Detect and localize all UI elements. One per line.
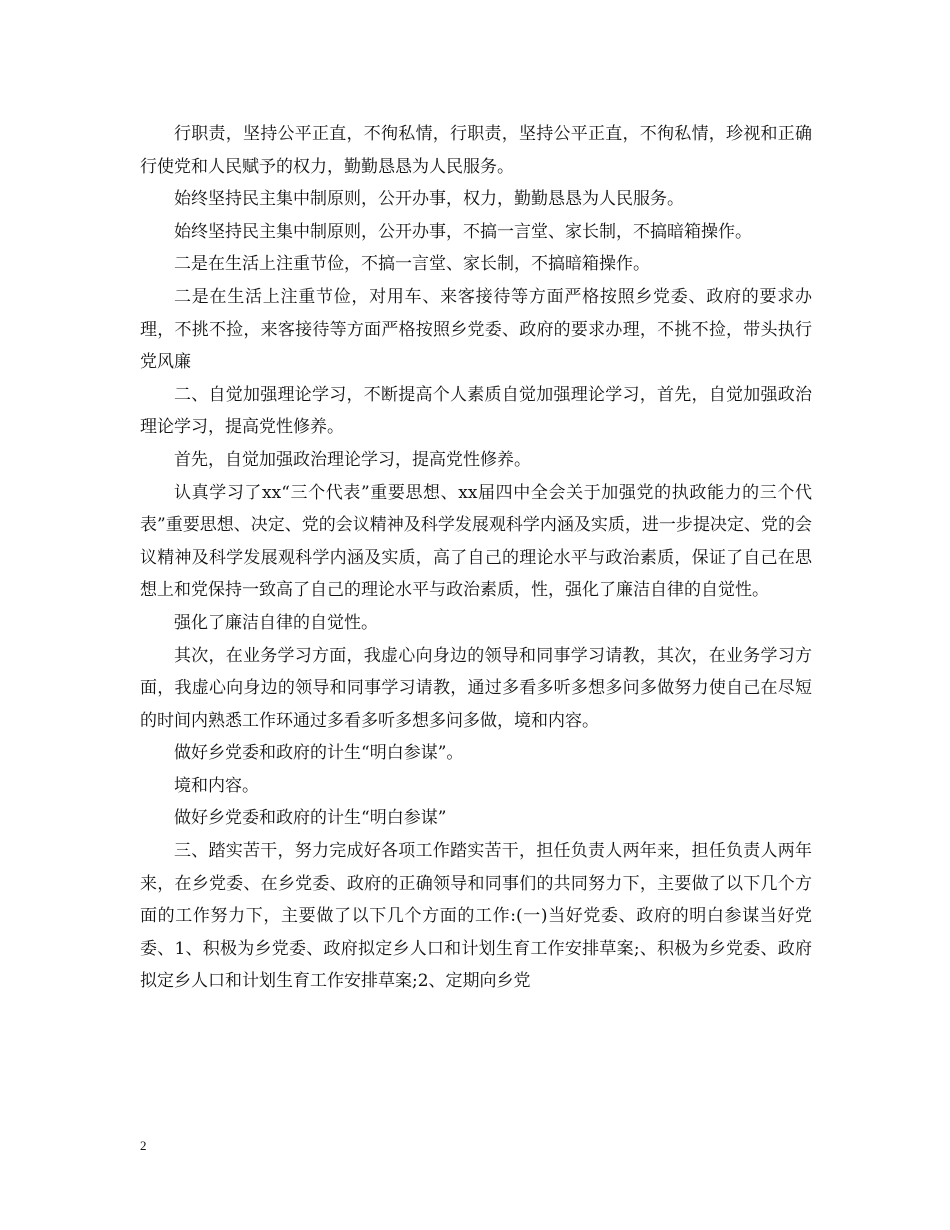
page-number: 2	[140, 1138, 147, 1153]
paragraph: 始终坚持民主集中制原则，公开办事，权力，勤勤恳恳为人民服务。	[174, 189, 684, 210]
paragraph: 二是在生活上注重节俭，不搞一言堂、家长制，不搞暗箱操作。	[174, 254, 650, 275]
paragraph: 其次，在业务学习方面，我虚心向身边的领导和同事学习请教，其次，在业务学习方面，我虚心向身边的领导和同事学习请教，通过多看多听多想多问多做努力使自己在尽短的时间内熟悉工作环通过多看多听多想多问多做，境和内容。	[140, 645, 812, 731]
paragraph: 做好乡党委和政府的计生“明白参谋”	[174, 808, 447, 829]
paragraph: 首先，自觉加强政治理论学习，提高党性修养。	[174, 449, 531, 470]
paragraph: 境和内容。	[174, 775, 259, 796]
paragraph: 认真学习了xx“三个代表”重要思想、xx届四中全会关于加强党的执政能力的三个代表”重要思想、决定、党的会议精神及科学发展观科学内涵及实质，进一步提决定、党的会议精神及科学发展观科学内涵及实质，高了自己的理论水平与政治素质，保证了自己在思想上和党保持一致高了自己的理论水平与政治素质，性，强化了廉洁自律的自觉性。	[140, 482, 812, 601]
paragraph: 行职责，坚持公平正直，不徇私情，行职责，坚持公平正直，不徇私情，珍视和正确行使党和人民赋予的权力，勤勤恳恳为人民服务。	[140, 124, 812, 177]
paragraph: 三、踏实苦干，努力完成好各项工作踏实苦干，担任负责人两年来，担任负责人两年来，在乡党委、在乡党委、政府的正确领导和同事们的共同努力下，主要做了以下几个方面的工作努力下，主要做了以下几个方面的工作:(一)当好党委、政府的明白参谋当好党委、1、积极为乡党委、政府拟定乡人口和计划生育工作安排草案;、积极为乡党委、政府拟定乡人口和计划生育工作安排草案;2、定期向乡党	[140, 841, 812, 992]
document-body	[140, 118, 812, 998]
paragraph: 始终坚持民主集中制原则，公开办事，不搞一言堂、家长制，不搞暗箱操作。	[174, 221, 752, 242]
paragraph: 做好乡党委和政府的计生“明白参谋”。	[174, 743, 464, 764]
paragraph: 二、自觉加强理论学习，不断提高个人素质自觉加强理论学习，首先，自觉加强政治理论学习，提高党性修养。	[140, 384, 812, 438]
paragraph: 强化了廉洁自律的自觉性。	[174, 612, 378, 633]
paragraph: 二是在生活上注重节俭，对用车、来客接待等方面严格按照乡党委、政府的要求办理，不挑不捡，来客接待等方面严格按照乡党委、政府的要求办理，不挑不捡，带头执行党风廉	[140, 286, 812, 373]
